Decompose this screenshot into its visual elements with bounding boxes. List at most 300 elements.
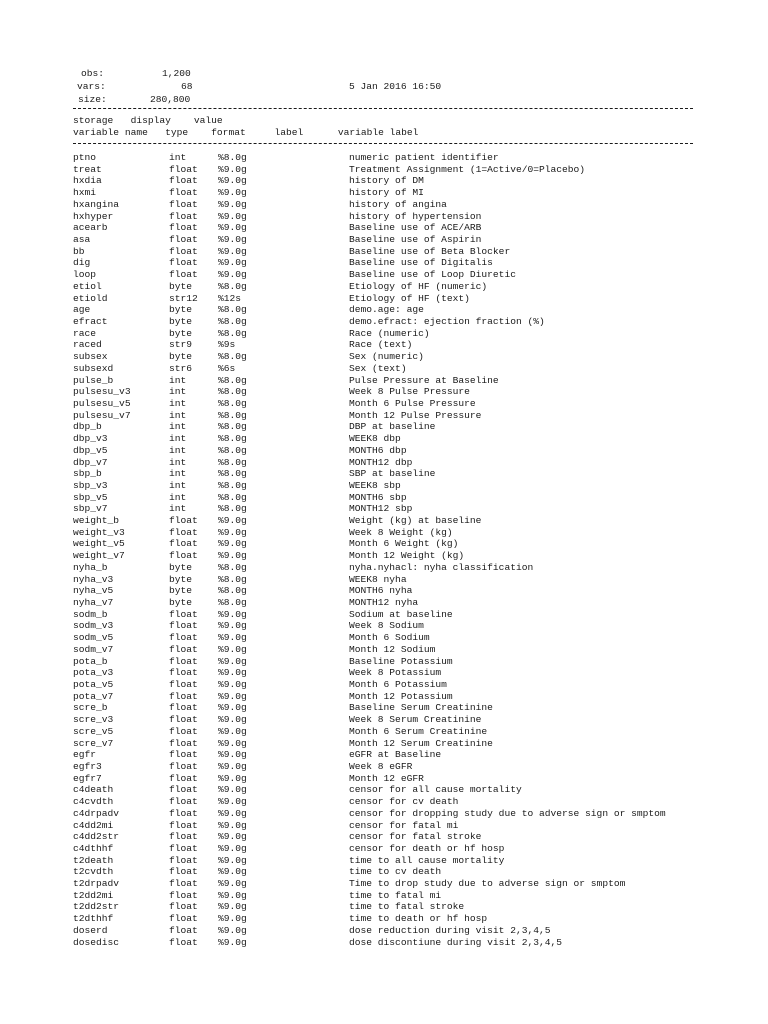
variable-label: Sex (text)	[349, 362, 407, 374]
display-format: %8.0g	[218, 397, 247, 409]
size-label: size:	[78, 94, 107, 105]
variable-label: Month 6 Potassium	[349, 679, 447, 690]
display-format: %9.0g	[218, 854, 247, 866]
variable-name: efract	[73, 315, 108, 327]
storage-type: float	[169, 807, 198, 819]
display-format: %9.0g	[218, 842, 247, 854]
table-row	[0, 562, 768, 574]
storage-type: float	[169, 831, 198, 843]
storage-type: float	[169, 245, 198, 257]
display-format: %8.0g	[218, 561, 247, 573]
display-format: %8.0g	[218, 409, 247, 421]
variable-name: hxdia	[73, 175, 102, 187]
column-header-line-1: storage display value	[73, 115, 223, 126]
variable-name: dig	[73, 257, 91, 269]
display-format: %9.0g	[218, 679, 247, 690]
display-format: %9.0g	[218, 760, 247, 772]
display-format: %8.0g	[218, 479, 247, 491]
variable-name: c4dd2str	[73, 831, 120, 843]
table-row	[0, 445, 768, 457]
variable-name: sbp_v5	[73, 491, 108, 503]
variable-name: hxangina	[73, 198, 120, 210]
variable-label: eGFR at Baseline	[349, 749, 442, 761]
table-row	[0, 761, 768, 773]
variable-label: Month 6 Weight (kg)	[349, 538, 459, 550]
variable-name: t2cvdth	[73, 866, 114, 878]
display-format: %8.0g	[218, 374, 247, 386]
variable-label: time to fatal mi	[349, 889, 442, 901]
variable-name: egfr	[73, 749, 97, 761]
display-format: %8.0g	[218, 573, 247, 585]
variable-name: acearb	[73, 222, 108, 234]
table-row	[0, 901, 768, 913]
variable-label: Month 12 Pulse Pressure	[349, 409, 482, 421]
display-format: %9.0g	[218, 901, 247, 913]
variable-label: history of DM	[349, 175, 424, 187]
storage-type: float	[169, 234, 198, 245]
variable-label: Week 8 Potassium	[349, 667, 442, 679]
table-row	[0, 152, 768, 164]
vars-label: vars:	[77, 81, 106, 92]
display-format: %6s	[218, 362, 236, 374]
table-row	[0, 855, 768, 867]
variable-label: dose reduction during visit 2,3,4,5	[349, 924, 551, 936]
display-format: %9.0g	[218, 889, 247, 901]
variable-label: numeric patient identifier	[349, 152, 499, 163]
top-divider	[73, 108, 693, 109]
variable-name: raced	[73, 339, 102, 351]
display-format: %9.0g	[218, 749, 247, 761]
display-format: %9.0g	[218, 924, 247, 936]
table-row	[0, 550, 768, 562]
table-row	[0, 515, 768, 527]
storage-type: int	[169, 374, 187, 386]
table-row	[0, 480, 768, 492]
variable-label: Baseline Potassium	[349, 655, 453, 667]
variable-label: MONTH12 sbp	[349, 503, 413, 515]
variable-label: time to fatal stroke	[349, 901, 465, 913]
variable-name: sodm_v3	[73, 620, 114, 632]
table-row	[0, 890, 768, 902]
storage-type: byte	[169, 573, 193, 585]
display-format: %9.0g	[218, 878, 247, 889]
variable-name: sodm_v5	[73, 632, 114, 644]
variable-label: Race (numeric)	[349, 327, 430, 339]
variable-label: Month 6 Serum Creatinine	[349, 725, 488, 737]
variable-name: scre_v7	[73, 737, 114, 749]
variable-label: Month 12 Sodium	[349, 643, 436, 655]
storage-type: byte	[169, 561, 193, 573]
variable-name: nyha_v7	[73, 597, 114, 608]
storage-type: str6	[169, 362, 193, 374]
variable-label: Month 12 Serum Creatinine	[349, 737, 493, 749]
table-row	[0, 457, 768, 469]
variable-label: demo.efract: ejection fraction (%)	[349, 315, 545, 327]
variable-label: MONTH6 dbp	[349, 444, 407, 456]
variable-name: nyha_v3	[73, 573, 114, 585]
display-format: %9.0g	[218, 210, 247, 222]
variable-label: MONTH12 dbp	[349, 456, 413, 468]
storage-type: byte	[169, 304, 193, 316]
variable-name: t2drpadv	[73, 878, 120, 889]
display-format: %9.0g	[218, 163, 247, 175]
variable-name: dosedisc	[73, 936, 120, 948]
variable-label: Treatment Assignment (1=Active/0=Placebo)	[349, 163, 586, 175]
variable-label: Week 8 Pulse Pressure	[349, 386, 470, 398]
variable-name: nyha_b	[73, 561, 108, 573]
display-format: %9.0g	[218, 526, 247, 538]
table-row	[0, 843, 768, 855]
variable-name: c4dd2mi	[73, 819, 114, 831]
variable-name: treat	[73, 163, 102, 175]
display-format: %9.0g	[218, 632, 247, 644]
storage-type: str9	[169, 339, 193, 351]
display-format: %9.0g	[218, 245, 247, 257]
variable-name: weight_v5	[73, 538, 125, 550]
variable-label: Baseline use of Beta Blocker	[349, 245, 511, 257]
storage-type: float	[169, 538, 198, 550]
table-row	[0, 597, 768, 609]
variable-label: Etiology of HF (text)	[349, 292, 470, 304]
display-format: %9.0g	[218, 866, 247, 878]
variable-name: sbp_v3	[73, 479, 108, 491]
variable-label: Baseline use of Digitalis	[349, 257, 493, 269]
variable-name: pulsesu_v3	[73, 386, 131, 398]
table-row	[0, 691, 768, 703]
variable-name: age	[73, 304, 91, 316]
table-row	[0, 246, 768, 258]
table-row	[0, 386, 768, 398]
display-format: %9.0g	[218, 725, 247, 737]
display-format: %9.0g	[218, 655, 247, 667]
variable-label: censor for cv death	[349, 796, 459, 808]
table-row	[0, 937, 768, 949]
storage-type: float	[169, 854, 198, 866]
variable-label: Week 8 Sodium	[349, 620, 424, 632]
display-format: %9.0g	[218, 175, 247, 187]
variable-name: egfr3	[73, 760, 102, 772]
table-row	[0, 632, 768, 644]
variable-name: subsex	[73, 351, 108, 363]
storage-type: float	[169, 725, 198, 737]
variable-name: t2dthhf	[73, 913, 114, 925]
table-row	[0, 164, 768, 176]
display-format: %8.0g	[218, 386, 247, 398]
table-row	[0, 199, 768, 211]
variable-name: dbp_v3	[73, 433, 108, 444]
storage-type: int	[169, 456, 187, 468]
table-row	[0, 866, 768, 878]
storage-type: float	[169, 515, 198, 526]
storage-type: float	[169, 163, 198, 175]
display-format: %9.0g	[218, 936, 247, 948]
variable-name: c4cvdth	[73, 796, 114, 808]
table-row	[0, 222, 768, 234]
storage-type: int	[169, 491, 187, 503]
variable-name: scre_v3	[73, 714, 114, 726]
display-format: %9.0g	[218, 667, 247, 679]
display-format: %8.0g	[218, 421, 247, 433]
table-row	[0, 234, 768, 246]
variable-label: censor for fatal stroke	[349, 831, 482, 843]
display-format: %9.0g	[218, 257, 247, 269]
display-format: %9.0g	[218, 515, 247, 526]
variable-label: MONTH12 nyha	[349, 597, 419, 608]
variable-label: censor for all cause mortality	[349, 784, 522, 796]
storage-type: int	[169, 503, 187, 515]
table-row	[0, 468, 768, 480]
variable-name: scre_v5	[73, 725, 114, 737]
variable-label: history of MI	[349, 187, 424, 199]
storage-type: int	[169, 433, 187, 444]
storage-type: float	[169, 842, 198, 854]
display-format: %8.0g	[218, 468, 247, 480]
storage-type: byte	[169, 585, 193, 597]
storage-type: float	[169, 550, 198, 562]
storage-type: float	[169, 737, 198, 749]
variable-label: Baseline use of Aspirin	[349, 234, 482, 245]
storage-type: float	[169, 924, 198, 936]
variable-label: censor for fatal mi	[349, 819, 459, 831]
storage-type: float	[169, 878, 198, 889]
display-format: %9.0g	[218, 234, 247, 245]
variable-label: time to all cause mortality	[349, 854, 505, 866]
display-format: %9.0g	[218, 807, 247, 819]
display-format: %9.0g	[218, 796, 247, 808]
variable-name: sodm_v7	[73, 643, 114, 655]
variable-name: race	[73, 327, 97, 339]
storage-type: float	[169, 866, 198, 878]
storage-type: float	[169, 175, 198, 187]
variable-name: sbp_v7	[73, 503, 108, 515]
display-format: %8.0g	[218, 280, 247, 292]
storage-type: float	[169, 608, 198, 620]
variable-name: weight_v3	[73, 526, 125, 538]
table-row	[0, 831, 768, 843]
table-row	[0, 702, 768, 714]
display-format: %12s	[218, 292, 242, 304]
display-format: %8.0g	[218, 491, 247, 503]
storage-type: int	[169, 409, 187, 421]
table-row	[0, 269, 768, 281]
table-row	[0, 679, 768, 691]
variable-name: c4drpadv	[73, 807, 120, 819]
display-format: %8.0g	[218, 597, 247, 608]
timestamp: 5 Jan 2016 16:50	[349, 81, 442, 92]
variable-name: dbp_v7	[73, 456, 108, 468]
display-format: %9.0g	[218, 737, 247, 749]
variable-label: Pulse Pressure at Baseline	[349, 374, 499, 386]
table-row	[0, 878, 768, 890]
variable-name: pota_v7	[73, 690, 114, 702]
storage-type: float	[169, 198, 198, 210]
table-row	[0, 375, 768, 387]
variable-label: Week 8 Weight (kg)	[349, 526, 453, 538]
display-format: %9.0g	[218, 819, 247, 831]
variable-label: demo.age: age	[349, 304, 424, 316]
table-row	[0, 667, 768, 679]
storage-type: float	[169, 772, 198, 784]
storage-type: float	[169, 714, 198, 726]
table-row	[0, 913, 768, 925]
storage-type: float	[169, 526, 198, 538]
variable-name: t2dd2str	[73, 901, 120, 913]
display-format: %9.0g	[218, 702, 247, 714]
variable-label: time to death or hf hosp	[349, 913, 488, 925]
variable-name: loop	[73, 269, 97, 281]
variable-label: MONTH6 sbp	[349, 491, 407, 503]
variable-label: Month 6 Sodium	[349, 632, 430, 644]
table-row	[0, 784, 768, 796]
variable-label: Month 12 Potassium	[349, 690, 453, 702]
table-row	[0, 585, 768, 597]
variable-label: Baseline Serum Creatinine	[349, 702, 493, 714]
variable-label: history of hypertension	[349, 210, 482, 222]
display-format: %8.0g	[218, 315, 247, 327]
storage-type: float	[169, 257, 198, 269]
storage-type: float	[169, 210, 198, 222]
variable-label: Race (text)	[349, 339, 413, 351]
table-row	[0, 738, 768, 750]
display-format: %8.0g	[218, 351, 247, 363]
display-format: %8.0g	[218, 444, 247, 456]
storage-type: float	[169, 632, 198, 644]
variable-label: Week 8 Serum Creatinine	[349, 714, 482, 726]
variable-name: weight_b	[73, 515, 120, 526]
variable-name: sbp_b	[73, 468, 102, 480]
table-row	[0, 363, 768, 375]
variable-name: hxmi	[73, 187, 97, 199]
table-row	[0, 257, 768, 269]
variable-name: doserd	[73, 924, 108, 936]
storage-type: float	[169, 620, 198, 632]
table-row	[0, 620, 768, 632]
storage-type: float	[169, 667, 198, 679]
variable-label: censor for dropping study due to adverse sign or smptom	[349, 807, 666, 819]
table-row	[0, 527, 768, 539]
storage-type: float	[169, 269, 198, 281]
variable-name: sodm_b	[73, 608, 108, 620]
variable-label: DBP at baseline	[349, 421, 436, 433]
variable-name: weight_v7	[73, 550, 125, 562]
table-row	[0, 714, 768, 726]
storage-type: float	[169, 889, 198, 901]
display-format: %9.0g	[218, 690, 247, 702]
storage-type: float	[169, 655, 198, 667]
storage-type: int	[169, 479, 187, 491]
variable-label: Week 8 eGFR	[349, 760, 413, 772]
size-value: 280,800	[150, 94, 191, 105]
table-row	[0, 808, 768, 820]
variable-name: hxhyper	[73, 210, 114, 222]
table-row	[0, 773, 768, 785]
display-format: %8.0g	[218, 152, 247, 163]
storage-type: byte	[169, 597, 193, 608]
display-format: %9.0g	[218, 831, 247, 843]
variable-name: pulse_b	[73, 374, 114, 386]
variable-name: subsexd	[73, 362, 114, 374]
table-row	[0, 492, 768, 504]
table-row	[0, 433, 768, 445]
table-row	[0, 820, 768, 832]
variable-label: WEEK8 dbp	[349, 433, 401, 444]
variable-name: t2dd2mi	[73, 889, 114, 901]
variable-label: Etiology of HF (numeric)	[349, 280, 488, 292]
variable-label: WEEK8 nyha	[349, 573, 407, 585]
storage-type: byte	[169, 351, 193, 363]
storage-type: byte	[169, 327, 193, 339]
table-row	[0, 175, 768, 187]
storage-type: float	[169, 187, 198, 199]
display-format: %8.0g	[218, 433, 247, 444]
storage-type: int	[169, 397, 187, 409]
variable-name: egfr7	[73, 772, 102, 784]
table-row	[0, 925, 768, 937]
display-format: %9s	[218, 339, 236, 351]
variable-label: Month 12 Weight (kg)	[349, 550, 465, 562]
table-row	[0, 293, 768, 305]
vars-value: 68	[181, 81, 193, 92]
display-format: %9.0g	[218, 198, 247, 210]
variable-name: etiol	[73, 280, 102, 292]
display-format: %8.0g	[218, 327, 247, 339]
storage-type: float	[169, 760, 198, 772]
variable-label: MONTH6 nyha	[349, 585, 413, 597]
variable-name: pulsesu_v5	[73, 397, 131, 409]
storage-type: float	[169, 819, 198, 831]
storage-type: float	[169, 936, 198, 948]
variable-name: pota_b	[73, 655, 108, 667]
variable-name: pota_v5	[73, 679, 114, 690]
table-row	[0, 749, 768, 761]
table-row	[0, 328, 768, 340]
display-format: %9.0g	[218, 538, 247, 550]
storage-type: byte	[169, 280, 193, 292]
table-row	[0, 644, 768, 656]
storage-type: float	[169, 796, 198, 808]
variable-name: pulsesu_v7	[73, 409, 131, 421]
variable-label: Sodium at baseline	[349, 608, 453, 620]
variable-name: c4dthhf	[73, 842, 114, 854]
table-row	[0, 339, 768, 351]
variable-name: pota_v3	[73, 667, 114, 679]
variable-name: nyha_v5	[73, 585, 114, 597]
table-row	[0, 410, 768, 422]
storage-type: float	[169, 749, 198, 761]
obs-label: obs:	[81, 68, 105, 79]
display-format: %9.0g	[218, 187, 247, 199]
header-divider	[73, 143, 693, 144]
table-row	[0, 316, 768, 328]
table-row	[0, 726, 768, 738]
display-format: %9.0g	[218, 714, 247, 726]
column-header-line-2: variable name type format label variable label	[73, 127, 419, 138]
storage-type: float	[169, 690, 198, 702]
storage-type: int	[169, 444, 187, 456]
storage-type: int	[169, 386, 187, 398]
variable-name: dbp_v5	[73, 444, 108, 456]
storage-type: float	[169, 222, 198, 234]
variable-label: WEEK8 sbp	[349, 479, 401, 491]
display-format: %9.0g	[218, 913, 247, 925]
table-row	[0, 796, 768, 808]
display-format: %9.0g	[218, 643, 247, 655]
display-format: %8.0g	[218, 456, 247, 468]
storage-type: int	[169, 152, 187, 163]
variable-label: history of angina	[349, 198, 447, 210]
storage-type: float	[169, 913, 198, 925]
table-row	[0, 211, 768, 223]
